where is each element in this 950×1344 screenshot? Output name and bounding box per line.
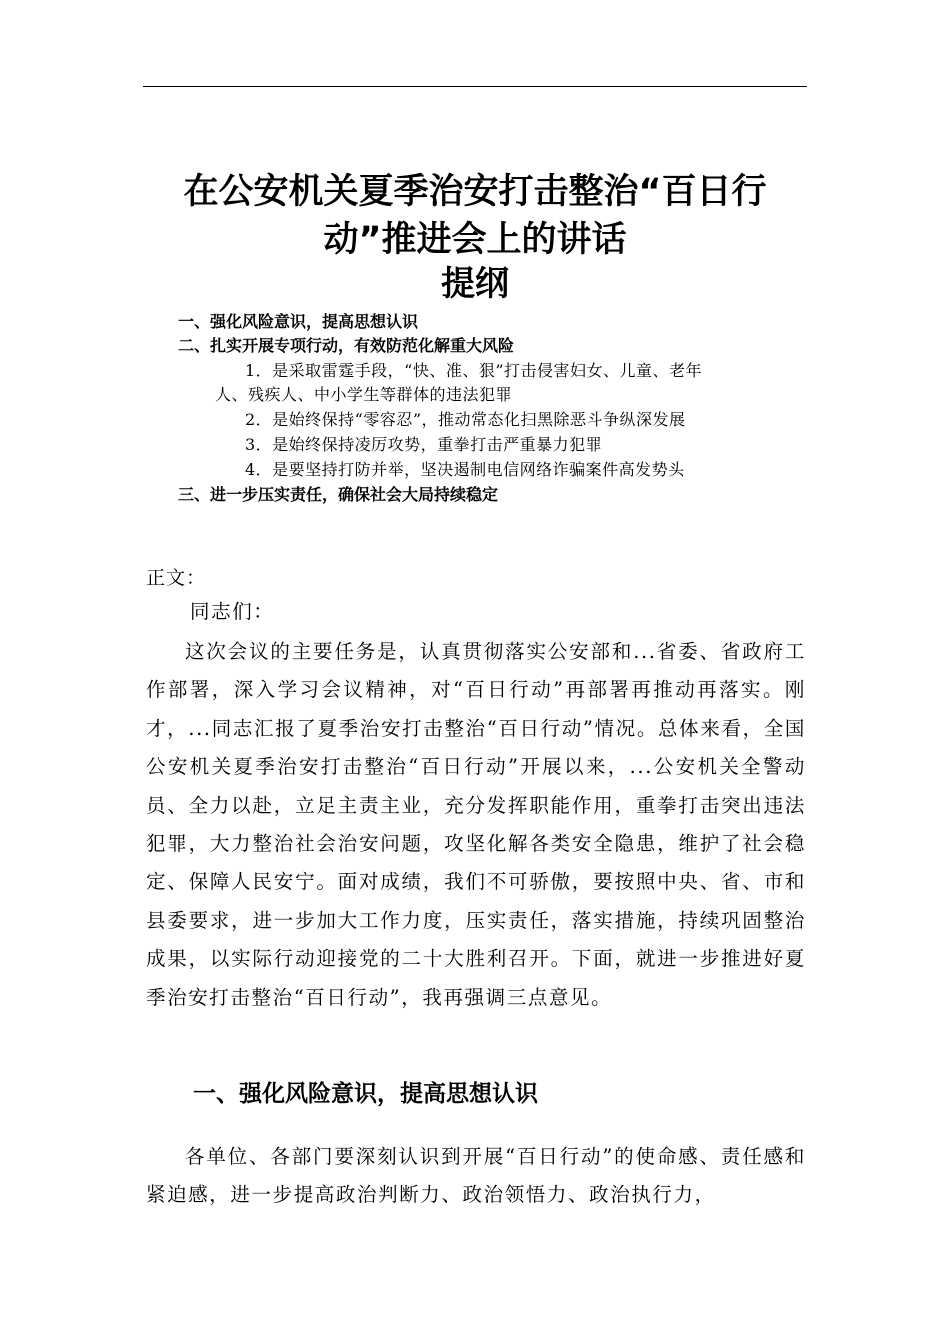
document-title <box>143 168 807 264</box>
outline-subitem-4: 4．是要坚持打防并举，坚决遏制电信网络诈骗案件高发势头 <box>245 460 685 479</box>
body-paragraph-2: 各单位、各部门要深刻认识到开展“百日行动”的使命感、责任感和紧迫感，进一步提高政治判断力、政治领悟力、政治执行力， <box>146 1145 806 1207</box>
outline-subitem-1b: 人、残疾人、中小学生等群体的违法犯罪 <box>215 385 513 404</box>
section-heading-1: 一、强化风险意识，提高思想认识 <box>193 1081 538 1107</box>
outline-subitem-3: 3．是始终保持凌厉攻势，重拳打击严重暴力犯罪 <box>245 435 603 454</box>
greeting: 同志们： <box>190 600 275 623</box>
header-rule <box>143 86 807 87</box>
outline-item-3: 三、进一步压实责任，确保社会大局持续稳定 <box>178 485 499 504</box>
outline-subitem-1a: 1．是采取雷霆手段，“快、准、狠”打击侵害妇女、儿童、老年 <box>245 361 703 380</box>
outline-item-2: 二、扎实开展专项行动，有效防范化解重大风险 <box>178 336 515 355</box>
title-line-2: 动”推进会上的讲话 <box>323 220 627 260</box>
body-label: 正文： <box>146 567 207 589</box>
body-paragraph-1: 这次会议的主要任务是，认真贯彻落实公安部和...省委、省政府工作部署，深入学习会议精神，对“百日行动”再部署再推动再落实。刚才，...同志汇报了夏季治安打击整治“百日行动”情况。总体来看，全国公安机关夏季治安打击整治“百日行动”开展以来，...公安机关全警动员、全力以赴，立足主责主业，充分发挥职能作用，重拳打击突出违法犯罪，大力整治社会治安问题，攻坚化解各类安全隐患，维护了社会稳定、保障人民安宁。面对成绩，我们不可骄傲，要按照中央、省、市和县委要求，进一步加大工作力度，压实责任，落实措施，持续巩固整治成果，以实际行动迎接党的二十大胜利召开。下面，就进一步推进好夏季治安打击整治“百日行动”，我再强调三点意见。 <box>146 640 806 1009</box>
title-line-1: 在公安机关夏季治安打击整治“百日行 <box>183 172 767 212</box>
outline-item-1: 一、强化风险意识，提高思想认识 <box>178 312 419 331</box>
outline-heading: 提纲 <box>441 264 509 304</box>
outline-subitem-2: 2．是始终保持“零容忍”，推动常态化扫黑除恶斗争纵深发展 <box>245 410 686 429</box>
